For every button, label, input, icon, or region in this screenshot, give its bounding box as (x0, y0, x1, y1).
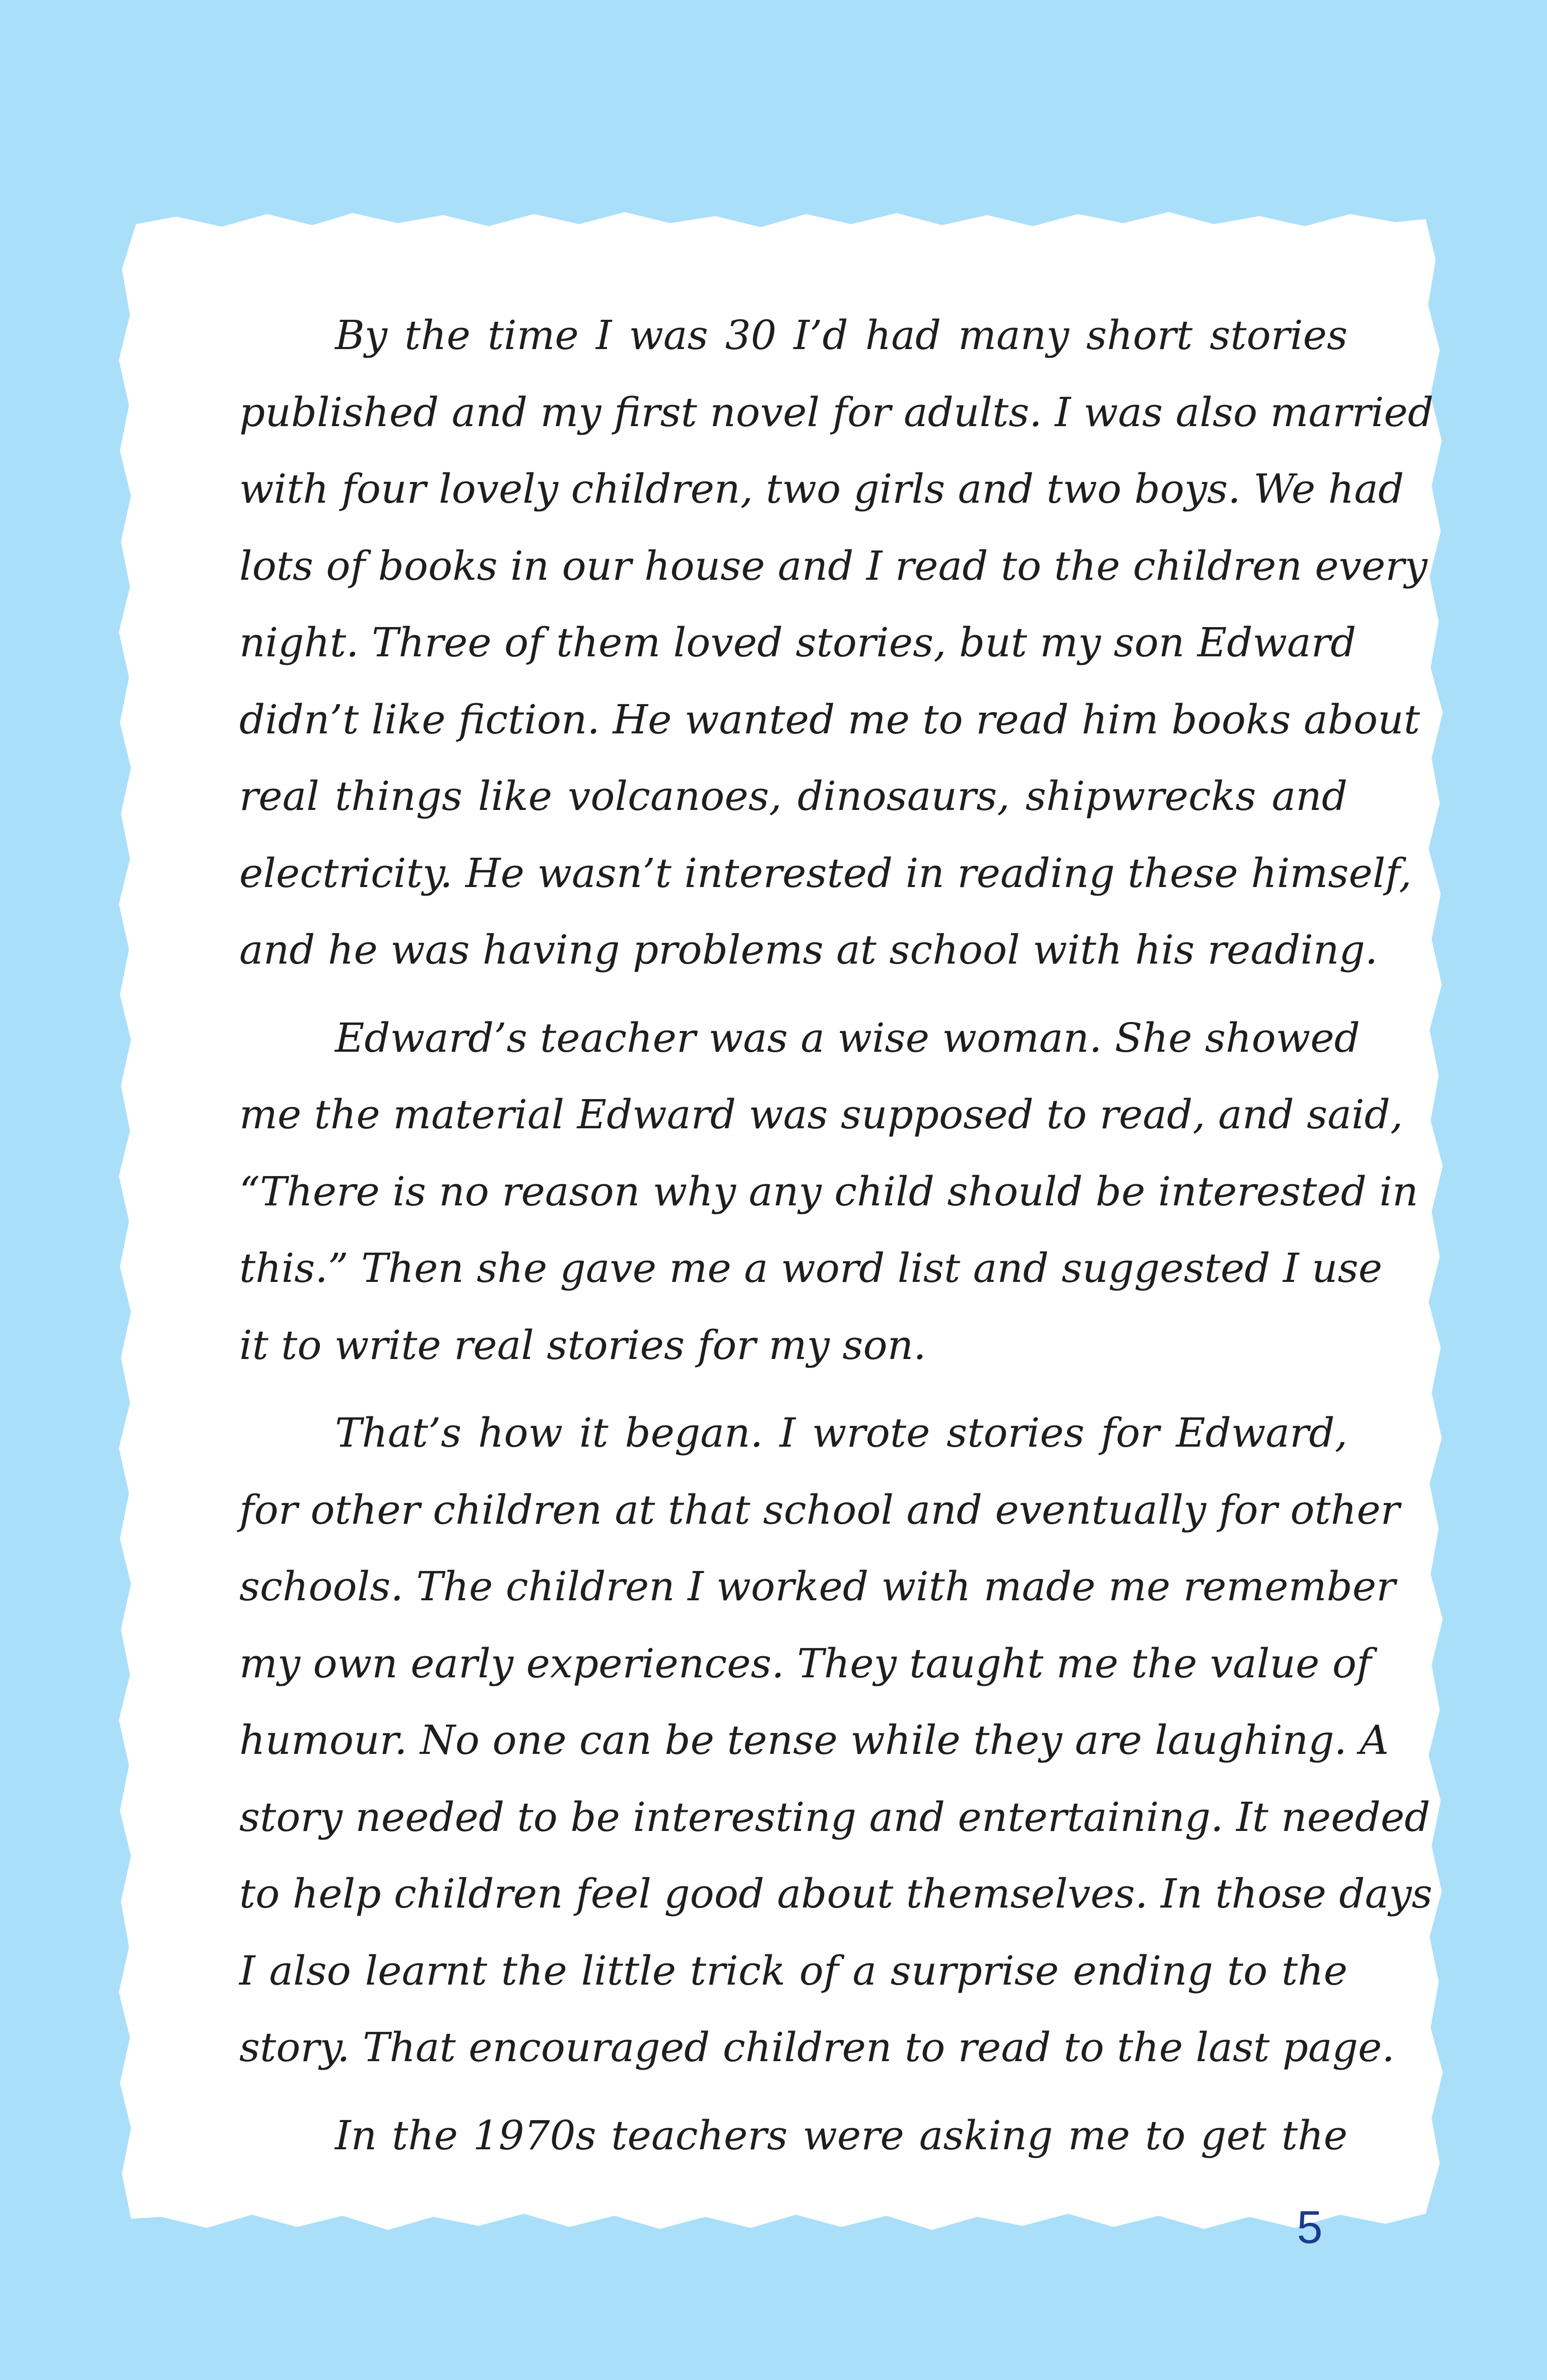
text-line: real things like volcanoes, dinosaurs, shipwrecks and (239, 773, 1348, 820)
text-line: story needed to be interesting and entertaining. It needed (239, 1793, 1431, 1841)
paragraph (239, 1395, 1433, 2086)
paragraph (239, 2097, 1348, 2174)
torn-paper-panel (116, 204, 1446, 2244)
text-line: Edward’s teacher was a wise woman. She showed (335, 1014, 1360, 1061)
text-line: That’s how it began. I wrote stories for Edward, (335, 1409, 1348, 1456)
text-line: schools. The children I worked with made me remember (239, 1563, 1396, 1610)
text-line: didn’t like fiction. He wanted me to read him books about (239, 696, 1420, 743)
text-line: “There is no reason why any child should be interested in (239, 1168, 1419, 1215)
text-line: and he was having problems at school with his reading. (239, 926, 1378, 973)
text-line: night. Three of them loved stories, but my son Edward (239, 619, 1357, 666)
text-line: story. That encouraged children to read to the last page. (239, 2024, 1395, 2071)
text-line: with four lovely children, two girls and two boys. We had (239, 465, 1404, 512)
text-line: By the time I was 30 I’d had many short stories (335, 312, 1348, 359)
text-line: electricity. He wasn’t interested in reading these himself, (239, 849, 1412, 897)
text-line: lots of books in our house and I read to the children every (239, 542, 1428, 589)
text-line: published and my first novel for adults. I was also married (239, 388, 1434, 436)
text-line: it to write real stories for my son. (239, 1321, 926, 1369)
text-line: In the 1970s teachers were asking me to get the (335, 2112, 1348, 2159)
text-line: I also learnt the little trick of a surprise ending to the (239, 1947, 1348, 1994)
paragraph (239, 1000, 1419, 1384)
text-line: this.” Then she gave me a word list and suggested I use (239, 1245, 1382, 1291)
page-number: 5 (1297, 2202, 1323, 2253)
body-text (239, 297, 1434, 2185)
text-line: to help children feel good about themselves. In those days (239, 1870, 1433, 1917)
text-line: me the material Edward was supposed to read, and said, (239, 1091, 1403, 1138)
text-line: my own early experiences. They taught me the value of (239, 1640, 1372, 1687)
text-line: humour. No one can be tense while they are laughing. A (239, 1717, 1389, 1763)
paragraph (239, 297, 1434, 989)
text-line: for other children at that school and eventually for other (239, 1486, 1400, 1533)
